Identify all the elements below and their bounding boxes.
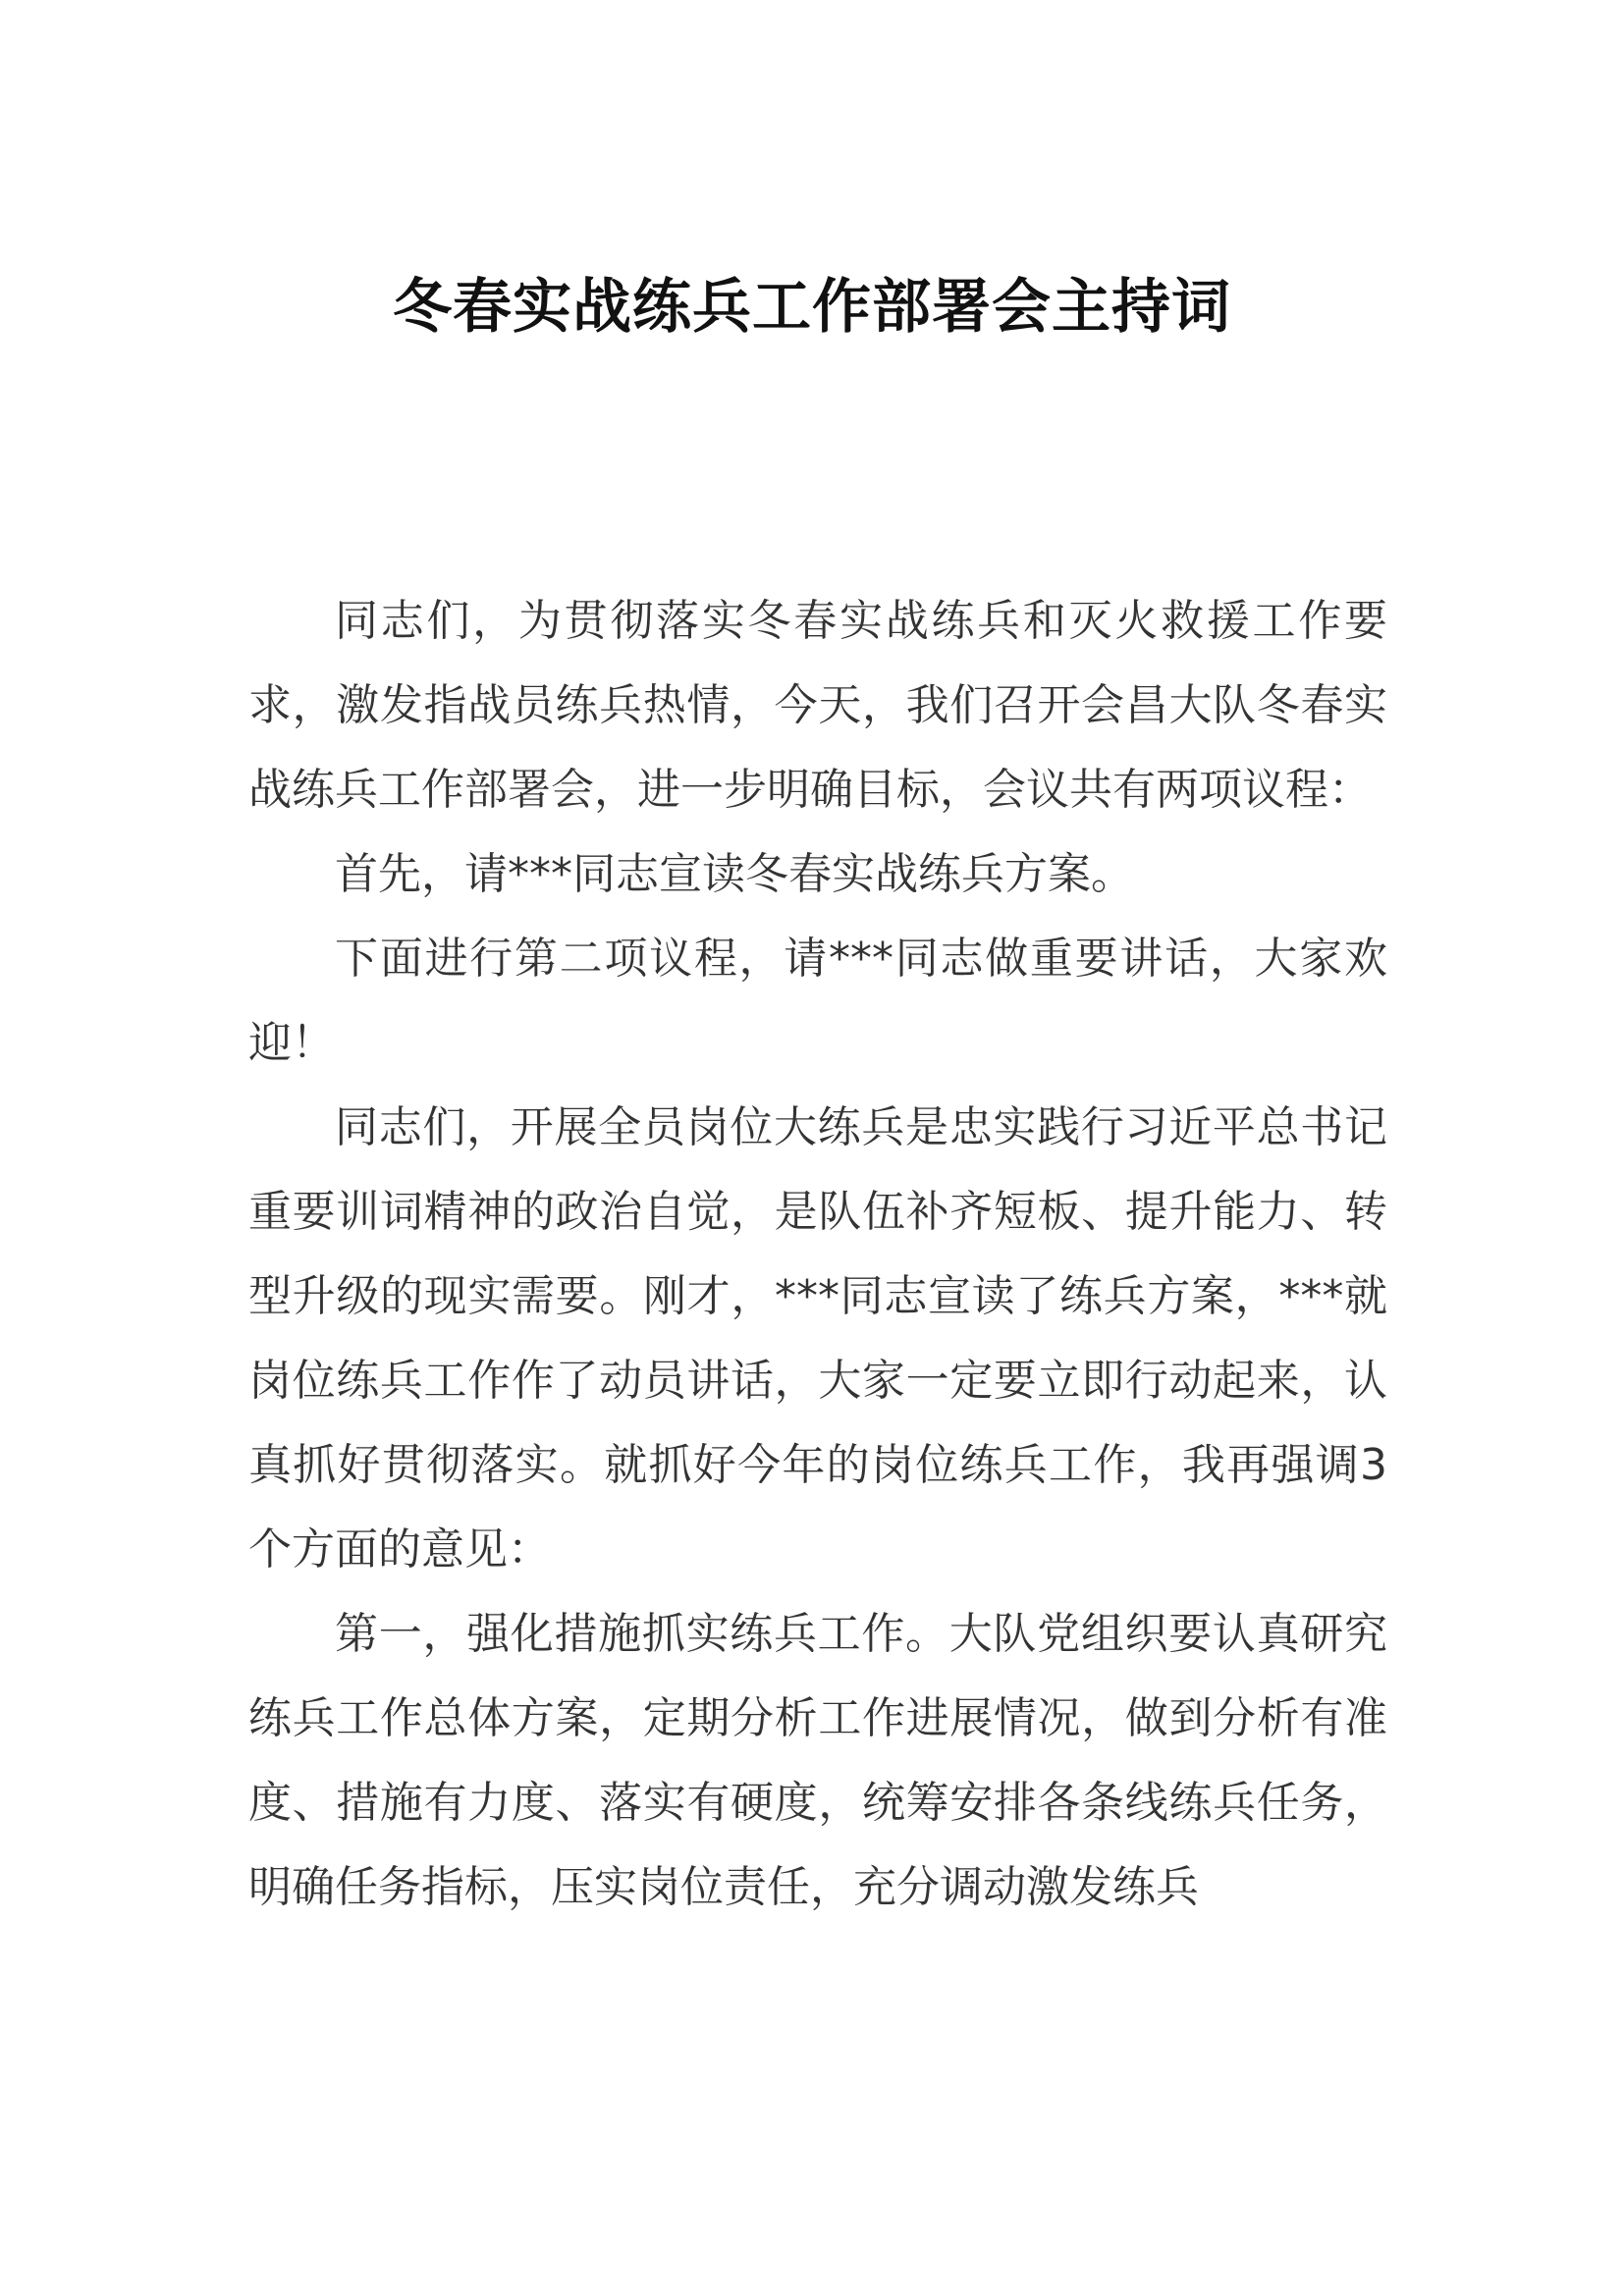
paragraph-point-one: 第一，强化措施抓实练兵工作。大队党组织要认真研究练兵工作总体方案，定期分析工作进展情况，做到分析有准度、措施有力度、落实有硬度，统筹安排各条线练兵任务，明确任务指标，压实岗位责任，充分调动激发练兵 xyxy=(248,1609,1387,1912)
paragraph-remarks: 同志们，开展全员岗位大练兵是忠实践行习近平总书记重要训词精神的政治自觉，是队伍补齐短板、提升能力、转型升级的现实需要。刚才，***同志宣读了练兵方案，***就岗位练兵工作作了动员讲话，大家一定要立即行动起来，认真抓好贯彻落实。就抓好今年的岗位练兵工作，我再强调3个方面的意见： xyxy=(248,1102,1387,1575)
document-body xyxy=(248,579,1387,1930)
paragraph-agenda-two: 下面进行第二项议程，请***同志做重要讲话，大家欢迎！ xyxy=(248,934,1387,1068)
paragraph-opening: 同志们，为贯彻落实冬春实战练兵和灭火救援工作要求，激发指战员练兵热情，今天，我们召开会昌大队冬春实战练兵工作部署会，进一步明确目标，会议共有两项议程： xyxy=(248,596,1387,815)
paragraph-agenda-one: 首先，请***同志宣读冬春实战练兵方案。 xyxy=(335,849,1134,899)
document-title: 冬春实战练兵工作部署会主持词 xyxy=(393,273,1231,342)
